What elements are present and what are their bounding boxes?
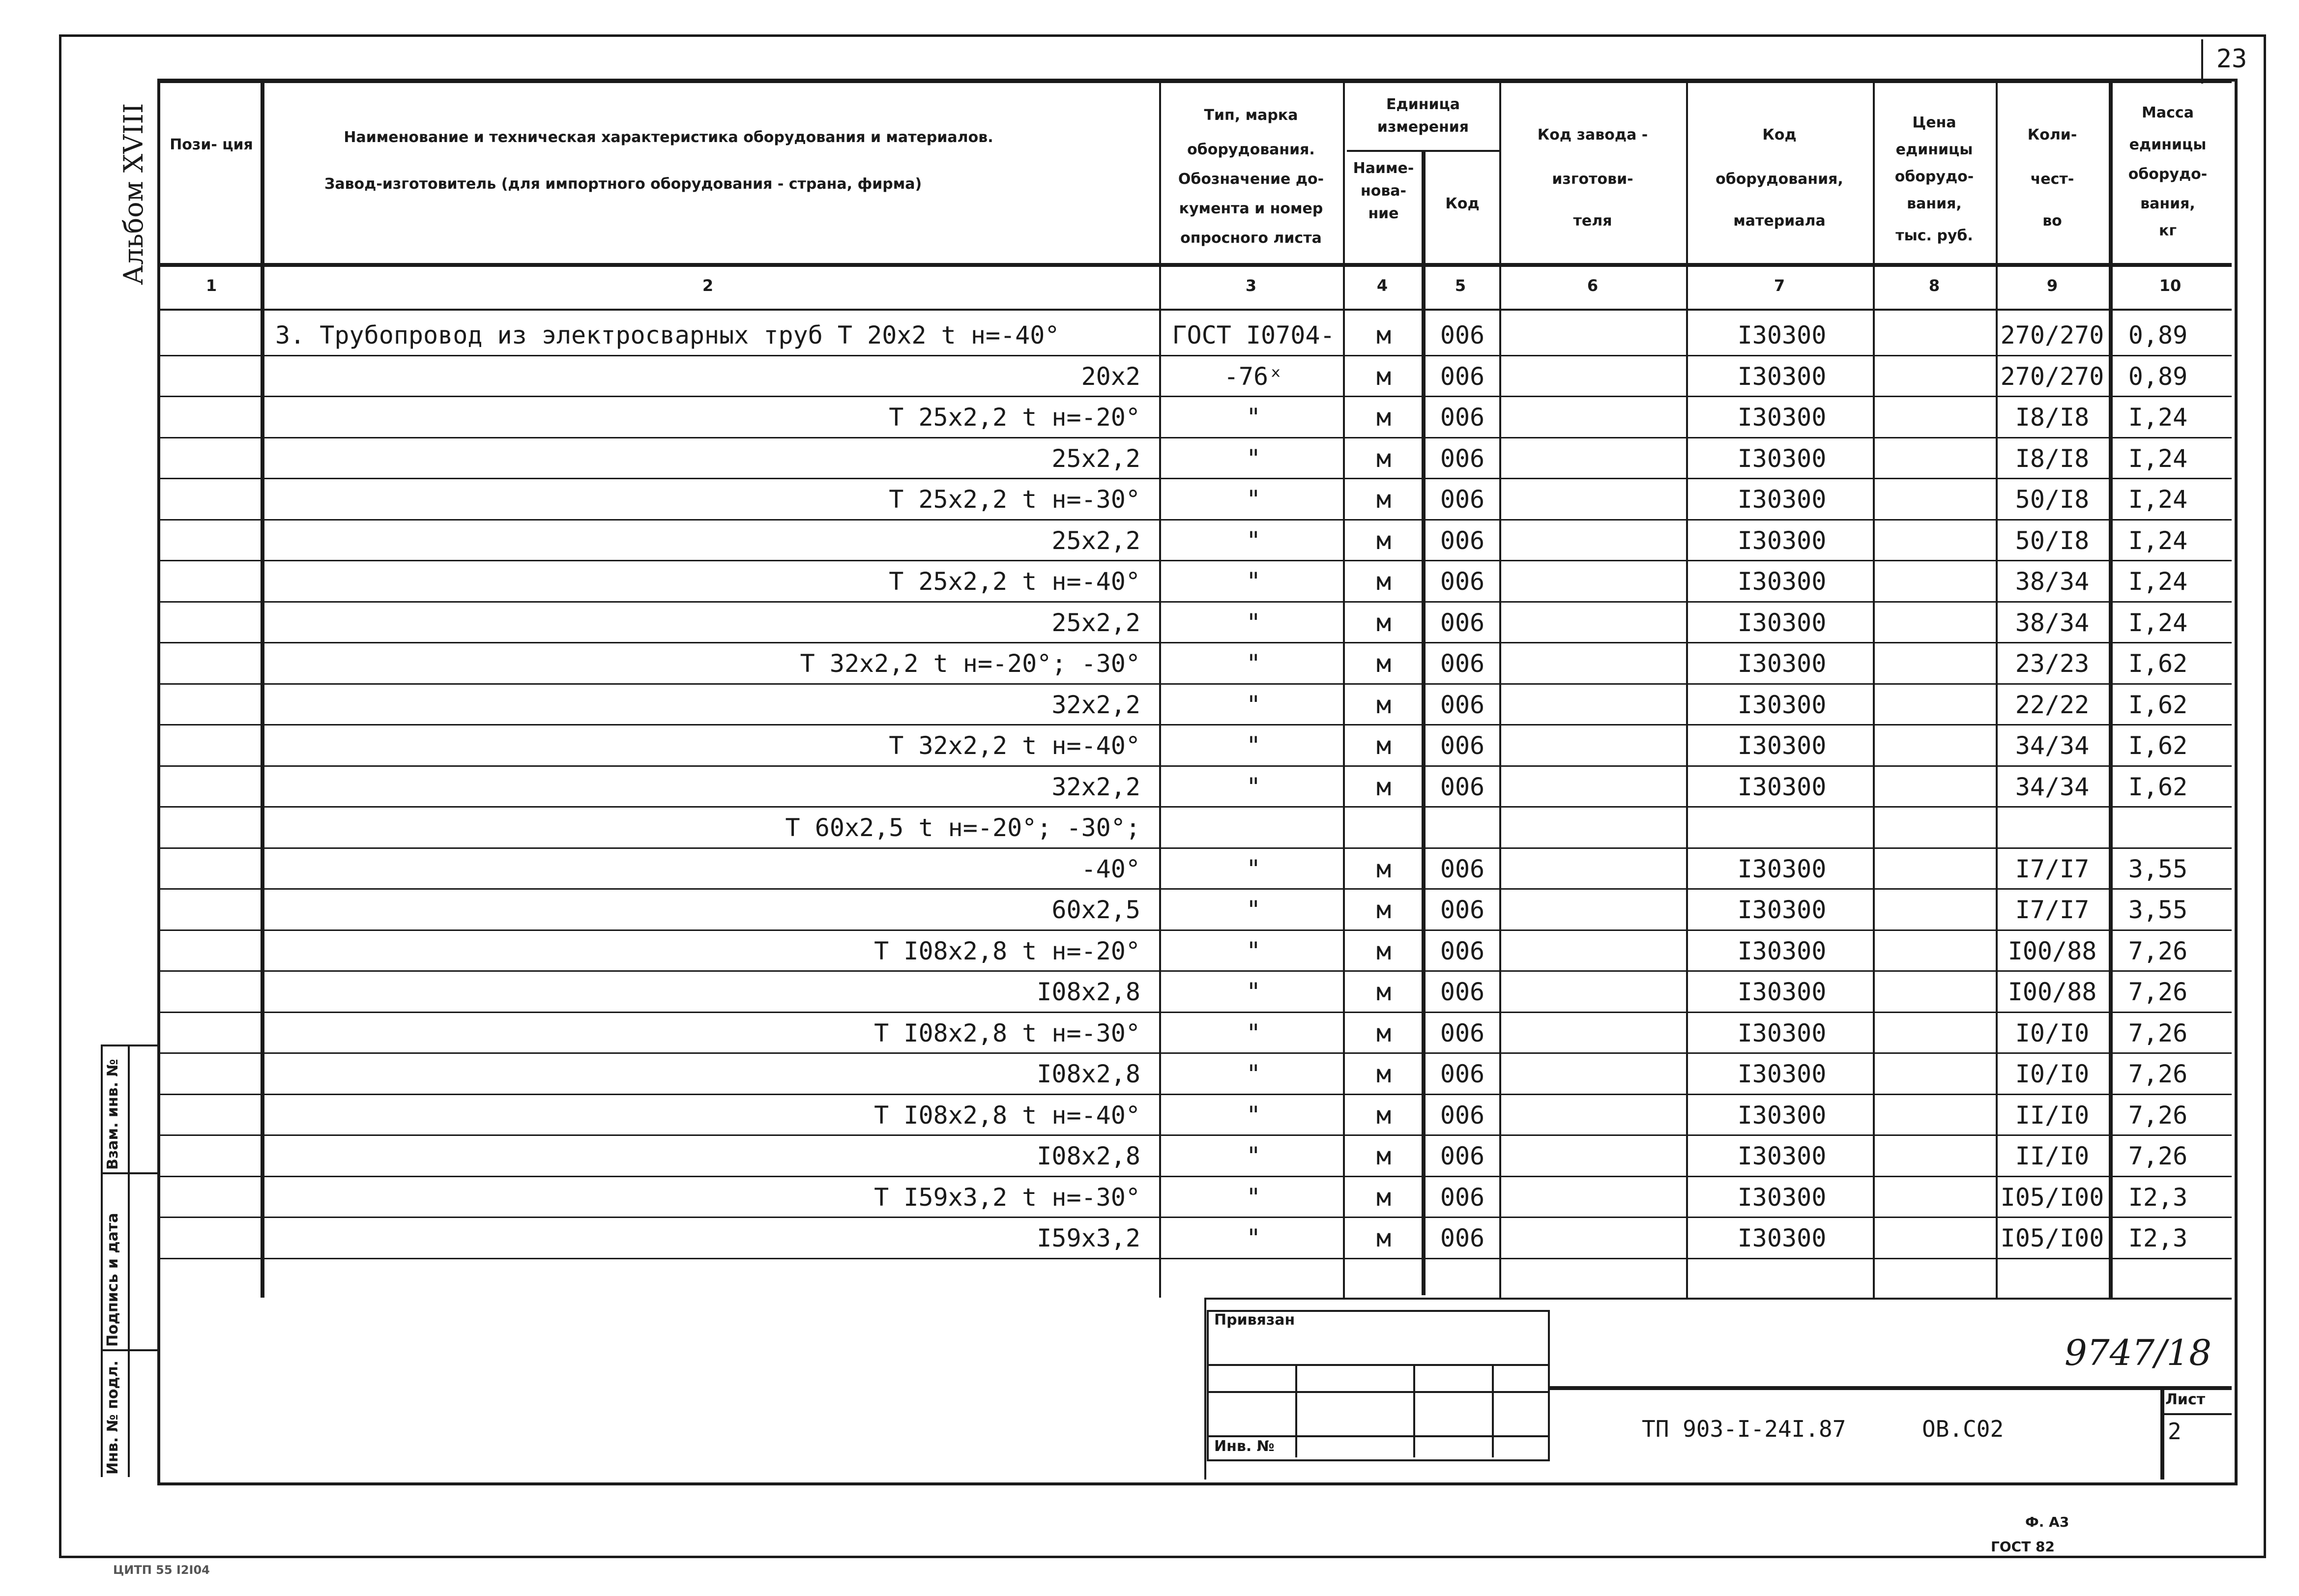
row-unit-code: [1426, 807, 1499, 848]
header-bottom-line: [157, 263, 2232, 267]
row-mass: I,62: [2128, 649, 2188, 678]
row-unit: м: [1376, 1060, 1392, 1088]
bound-box-line-3: [1207, 1435, 1548, 1437]
header-col8-line4: вания,: [1907, 195, 1962, 212]
row-material-code: I30300: [1737, 321, 1827, 349]
row-material-code: I30300: [1737, 608, 1827, 637]
row-material-code: I30300: [1737, 485, 1827, 514]
sheet-number: 2: [2168, 1418, 2182, 1445]
row-type: ": [1246, 978, 1261, 1006]
handwritten-number: 9747/18: [2065, 1332, 2212, 1373]
side-stamp-inv-replace: Взам. инв. №: [104, 1059, 121, 1170]
header-col7-line2: оборудования,: [1716, 171, 1843, 188]
row-material-code: I30300: [1737, 1060, 1827, 1088]
row-material-code: I30300: [1737, 444, 1827, 473]
row-name: 25х2,2: [1051, 444, 1140, 473]
row-quantity: II/I0: [2015, 1142, 2090, 1170]
side-stamp-divider-b: [128, 1045, 130, 1477]
row-quantity: I0/I0: [2015, 1060, 2090, 1088]
row-unit-code: 006: [1440, 362, 1485, 391]
row-type: ": [1246, 731, 1261, 760]
row-quantity: 23/23: [2015, 649, 2090, 678]
row-mass: 7,26: [2128, 1101, 2188, 1130]
row-mass: I,24: [2128, 403, 2188, 432]
row-unit: м: [1376, 1101, 1392, 1130]
page-number-divider: [2201, 39, 2203, 84]
row-material-code: I30300: [1737, 1224, 1827, 1252]
row-name: 32х2,2: [1051, 772, 1140, 801]
col-divider-7: [1873, 81, 1875, 1298]
row-material-code: I30300: [1737, 1183, 1827, 1212]
row-mass: I2,3: [2128, 1183, 2188, 1212]
row-unit-code: 006: [1440, 896, 1485, 924]
row-name: Т I08х2,8 t н=-40°: [874, 1101, 1140, 1130]
row-unit: м: [1376, 978, 1392, 1006]
row-name: 3. Трубопровод из электросварных труб Т 20х2 t н=-40°: [275, 321, 1060, 349]
row-material-code: I30300: [1737, 896, 1827, 924]
row-type: ": [1246, 1018, 1261, 1047]
col-divider-1: [261, 81, 264, 1298]
row-unit-code: 006: [1440, 978, 1485, 1006]
gost-label: ГОСТ 82: [1991, 1538, 2055, 1555]
column-number: 4: [1376, 276, 1388, 295]
row-type: ": [1246, 1060, 1261, 1088]
column-number: 9: [2046, 276, 2058, 295]
title-block-left: [1204, 1298, 1206, 1480]
side-stamp-line-2: [101, 1172, 160, 1174]
row-unit-code: 006: [1440, 936, 1485, 965]
row-unit: м: [1376, 1018, 1392, 1047]
side-stamp-divider-a: [101, 1045, 103, 1477]
column-number: 6: [1587, 276, 1599, 295]
sheet-code: ОВ.С02: [1922, 1416, 2004, 1442]
header-col2-line2: Завод-изготовитель (для импортного оборудования - страна, фирма): [324, 175, 922, 193]
row-unit: м: [1376, 403, 1392, 432]
row-mass: 7,26: [2128, 1018, 2188, 1047]
row-mass: I,24: [2128, 444, 2188, 473]
row-unit: м: [1376, 1224, 1392, 1252]
row-type: ": [1246, 1183, 1261, 1212]
header-col3-line5: опросного листа: [1180, 230, 1322, 247]
header-col7-line3: материала: [1733, 212, 1826, 230]
row-mass: I,24: [2128, 485, 2188, 514]
row-unit-code: 006: [1440, 731, 1485, 760]
row-material-code: I30300: [1737, 362, 1827, 391]
row-unit-code: 006: [1440, 1142, 1485, 1170]
inv-label: Инв. №: [1214, 1438, 1275, 1455]
col-divider-6: [1686, 81, 1688, 1298]
row-mass: I,62: [2128, 772, 2188, 801]
row-type: ": [1246, 485, 1261, 514]
row-quantity: [1996, 807, 2109, 848]
row-unit: м: [1376, 896, 1392, 924]
row-divider: [157, 1258, 2232, 1259]
column-number: 2: [702, 276, 714, 295]
row-type: ": [1246, 608, 1261, 637]
row-quantity: I05/I00: [2000, 1224, 2104, 1252]
row-unit-code: 006: [1440, 854, 1485, 883]
row-unit: м: [1376, 321, 1392, 349]
row-unit-code: 006: [1440, 1224, 1485, 1252]
header-col6-line3: теля: [1573, 212, 1612, 230]
header-col10-line3: оборудо-: [2128, 166, 2208, 183]
row-name: 20х2: [1081, 362, 1140, 391]
row-mass: I,24: [2128, 526, 2188, 555]
side-stamp-line-3: [101, 1349, 160, 1351]
bound-box-col-1: [1295, 1364, 1297, 1457]
row-name: I08х2,8: [1037, 978, 1140, 1006]
stamp-sheet-left: [2160, 1386, 2164, 1480]
row-name: Т 25х2,2 t н=-40°: [889, 567, 1140, 596]
column-number: 10: [2159, 276, 2182, 295]
row-quantity: 270/270: [2000, 362, 2104, 391]
bound-box-col-3: [1492, 1364, 1494, 1457]
row-quantity: 38/34: [2015, 608, 2090, 637]
format-label: Ф. А3: [2025, 1514, 2069, 1530]
col-divider-2: [1159, 81, 1161, 1298]
row-mass: 7,26: [2128, 936, 2188, 965]
column-number: 8: [1928, 276, 1940, 295]
side-stamp-inv-orig: Инв. № подл.: [104, 1360, 121, 1475]
header-col8-line1: Цена: [1912, 114, 1956, 131]
column-number: 3: [1245, 276, 1257, 295]
col-divider-4: [1422, 150, 1426, 1295]
header-col1: Пози- ция: [170, 136, 253, 153]
row-name: Т 25х2,2 t н=-20°: [889, 403, 1140, 432]
row-material-code: [1691, 807, 1873, 848]
row-quantity: 50/I8: [2015, 526, 2090, 555]
row-name: Т I08х2,8 t н=-20°: [874, 936, 1140, 965]
doc-code: ТП 903-I-24I.87: [1642, 1416, 1846, 1442]
row-unit: м: [1376, 936, 1392, 965]
row-type: ": [1246, 444, 1261, 473]
row-unit: м: [1376, 1183, 1392, 1212]
column-number: 7: [1774, 276, 1785, 295]
row-type: ": [1246, 690, 1261, 719]
row-quantity: I7/I7: [2015, 854, 2090, 883]
bound-box-line-1: [1207, 1364, 1548, 1366]
row-type: ": [1246, 526, 1261, 555]
row-unit-code: 006: [1440, 1018, 1485, 1047]
row-quantity: I7/I7: [2015, 896, 2090, 924]
side-stamp-line-1: [101, 1045, 160, 1046]
row-type: ": [1246, 403, 1261, 432]
row-type: [1165, 807, 1342, 848]
stamp-sheet-divider: [2160, 1413, 2232, 1415]
row-name: I59х3,2: [1037, 1224, 1140, 1252]
row-quantity: II/I0: [2015, 1101, 2090, 1130]
row-type: ": [1246, 1224, 1261, 1252]
header-col3-line3: Обозначение до-: [1178, 171, 1324, 188]
row-name: 32х2,2: [1051, 690, 1140, 719]
row-mass: I,62: [2128, 731, 2188, 760]
row-unit-code: 006: [1440, 772, 1485, 801]
header-col9-line2: чест-: [2030, 171, 2074, 188]
row-material-code: I30300: [1737, 731, 1827, 760]
row-type: ": [1246, 854, 1261, 883]
row-material-code: I30300: [1737, 978, 1827, 1006]
row-unit-code: 006: [1440, 608, 1485, 637]
bound-box-line-2: [1207, 1391, 1548, 1393]
colnum-bottom-line: [157, 309, 2232, 311]
col-divider-3: [1343, 81, 1345, 1298]
header-col6-line2: изготови-: [1552, 171, 1633, 188]
row-name: Т 32х2,2 t н=-40°: [889, 731, 1140, 760]
row-material-code: I30300: [1737, 690, 1827, 719]
row-quantity: 34/34: [2015, 772, 2090, 801]
row-type: ГОСТ I0704-: [1172, 321, 1335, 349]
row-type: ": [1246, 567, 1261, 596]
row-unit-code: 006: [1440, 321, 1485, 349]
row-name: I08х2,8: [1037, 1142, 1140, 1170]
row-quantity: I00/88: [2008, 936, 2097, 965]
row-material-code: I30300: [1737, 1142, 1827, 1170]
row-unit-code: 006: [1440, 403, 1485, 432]
header-col10-line5: кг: [2158, 222, 2177, 239]
header-col3-line4: кумента и номер: [1179, 200, 1323, 217]
row-material-code: I30300: [1737, 854, 1827, 883]
row-type: ": [1246, 649, 1261, 678]
col-divider-9: [2109, 81, 2113, 1298]
header-col8-line5: тыс. руб.: [1895, 227, 1973, 244]
row-quantity: 38/34: [2015, 567, 2090, 596]
row-name: I08х2,8: [1037, 1060, 1140, 1088]
row-unit: м: [1376, 567, 1392, 596]
row-unit-code: 006: [1440, 1101, 1485, 1130]
row-type: ": [1246, 1142, 1261, 1170]
header-col2-line1: Наименование и техническая характеристика оборудования и материалов.: [344, 129, 993, 146]
row-unit: м: [1376, 444, 1392, 473]
header-col7-line1: Код: [1762, 126, 1797, 144]
row-mass: I,24: [2128, 567, 2188, 596]
row-material-code: I30300: [1737, 403, 1827, 432]
title-block-top: [1204, 1298, 2232, 1300]
column-number: 1: [205, 276, 217, 295]
row-mass: I,62: [2128, 690, 2188, 719]
row-material-code: I30300: [1737, 772, 1827, 801]
row-mass: 0,89: [2128, 362, 2188, 391]
row-name: 60х2,5: [1051, 896, 1140, 924]
row-name: Т 32х2,2 t н=-20°; -30°: [800, 649, 1140, 678]
stamp-top: [1548, 1386, 2232, 1390]
row-unit: м: [1376, 772, 1392, 801]
row-unit: м: [1376, 608, 1392, 637]
row-unit-code: 006: [1440, 567, 1485, 596]
row-mass: 7,26: [2128, 978, 2188, 1006]
bound-box-col-2: [1413, 1364, 1415, 1457]
row-material-code: I30300: [1737, 1101, 1827, 1130]
column-number: 5: [1455, 276, 1466, 295]
side-stamp-sign-date: Подпись и дата: [104, 1213, 121, 1347]
row-type: ": [1246, 1101, 1261, 1130]
row-mass: [2114, 807, 2202, 848]
row-unit-code: 006: [1440, 649, 1485, 678]
row-unit: м: [1376, 649, 1392, 678]
page-number: 23: [2216, 44, 2247, 74]
row-mass: I2,3: [2128, 1224, 2188, 1252]
row-name: 25х2,2: [1051, 608, 1140, 637]
header-col3-line2: оборудования.: [1187, 141, 1315, 158]
header-unit-group: Единица измерения: [1377, 96, 1469, 136]
row-unit-code: 006: [1440, 1183, 1485, 1212]
header-col10-line2: единицы: [2129, 136, 2207, 153]
row-mass: 0,89: [2128, 321, 2188, 349]
row-quantity: 22/22: [2015, 690, 2090, 719]
row-unit-code: 006: [1440, 485, 1485, 514]
header-col9-line3: во: [2042, 212, 2062, 230]
row-unit-code: 006: [1440, 690, 1485, 719]
header-col8-line2: единицы: [1895, 141, 1973, 158]
row-unit: м: [1376, 485, 1392, 514]
row-quantity: I8/I8: [2015, 403, 2090, 432]
row-unit-code: 006: [1440, 526, 1485, 555]
row-mass: 7,26: [2128, 1142, 2188, 1170]
row-unit: м: [1376, 526, 1392, 555]
header-col9-line1: Коли-: [2027, 126, 2077, 144]
row-type: ": [1246, 936, 1261, 965]
row-unit-code: 006: [1440, 1060, 1485, 1088]
row-unit: [1347, 807, 1421, 848]
row-quantity: I0/I0: [2015, 1018, 2090, 1047]
header-col3-line1: Тип, марка: [1204, 107, 1298, 124]
header-top-line: [157, 81, 2232, 83]
row-quantity: I8/I8: [2015, 444, 2090, 473]
row-name: -40°: [1081, 854, 1140, 883]
row-material-code: I30300: [1737, 649, 1827, 678]
row-mass: 3,55: [2128, 896, 2188, 924]
row-unit: м: [1376, 854, 1392, 883]
row-type: ": [1246, 772, 1261, 801]
row-mass: I,24: [2128, 608, 2188, 637]
row-unit: м: [1376, 690, 1392, 719]
header-col10-line4: вания,: [2140, 195, 2195, 212]
row-name: Т I08х2,8 t н=-30°: [874, 1018, 1140, 1047]
row-material-code: I30300: [1737, 526, 1827, 555]
row-material-code: I30300: [1737, 567, 1827, 596]
row-quantity: I00/88: [2008, 978, 2097, 1006]
col-divider-5: [1499, 81, 1501, 1298]
row-name: 25х2,2: [1051, 526, 1140, 555]
row-quantity: 270/270: [2000, 321, 2104, 349]
row-material-code: I30300: [1737, 936, 1827, 965]
row-quantity: I05/I00: [2000, 1183, 2104, 1212]
row-unit: м: [1376, 362, 1392, 391]
row-material-code: I30300: [1737, 1018, 1827, 1047]
row-mass: 7,26: [2128, 1060, 2188, 1088]
row-type: ": [1246, 896, 1261, 924]
header-col6-line1: Код завода -: [1537, 126, 1648, 144]
header-col10-line1: Масса: [2142, 104, 2194, 121]
header-col8-line3: оборудо-: [1894, 168, 1974, 185]
bound-label: Привязан: [1214, 1311, 1295, 1329]
row-name: Т 60х2,5 t н=-20°; -30°;: [785, 813, 1140, 842]
header-col4: Наиме- нова- ние: [1353, 160, 1414, 222]
sheet-label: Лист: [2165, 1391, 2206, 1408]
row-mass: 3,55: [2128, 854, 2188, 883]
row-name: Т I59х3,2 t н=-30°: [874, 1183, 1140, 1212]
row-quantity: 50/I8: [2015, 485, 2090, 514]
row-quantity: 34/34: [2015, 731, 2090, 760]
row-name: Т 25х2,2 t н=-30°: [889, 485, 1140, 514]
row-unit-code: 006: [1440, 444, 1485, 473]
header-col5: Код: [1445, 195, 1480, 212]
album-label: Альбом XVIII: [118, 103, 149, 285]
row-type: -76ˣ: [1223, 362, 1283, 391]
row-unit: м: [1376, 731, 1392, 760]
row-unit: м: [1376, 1142, 1392, 1170]
bottom-left-mark: ЦИТП 55 I2I04: [113, 1563, 210, 1577]
